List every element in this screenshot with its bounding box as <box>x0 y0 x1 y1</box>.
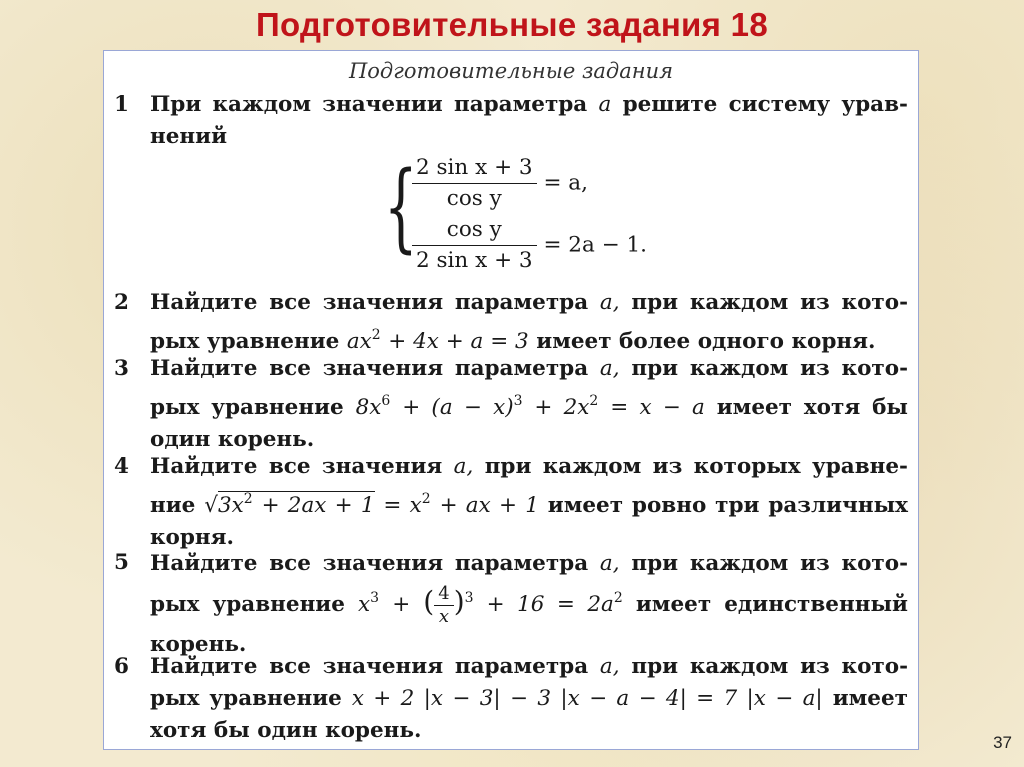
task-5 <box>114 547 908 662</box>
task-text: Найдите все значения параметра a, при каждом из кото-рых уравнение $x^3$ + ( $\frac{4}{x}$ )$^3 + 16 = 2a^2$ имеет единственный корень. <box>150 551 908 657</box>
task-sheet <box>103 50 919 750</box>
task-text: Найдите все значения параметра a, при каждом из кото-рых уравнение $ax^2 + 4x + a = 3$ имеет более одного корня. <box>150 290 908 354</box>
system-equation-1: $\frac{\text{2 sin x + 3}}{\text{cos y}}$ = a, <box>412 153 588 214</box>
system-equation-2: $\frac{\text{cos y}}{\text{2 sin x + 3}}$ = 2a − 1. <box>412 215 647 276</box>
task-3 <box>114 353 908 456</box>
task-number: 4 <box>114 454 129 479</box>
task-4 <box>114 451 908 554</box>
task-number: 2 <box>114 290 129 315</box>
sheet-heading: Подготовительные задания <box>348 59 674 83</box>
task-text: Найдите все значения a, при каждом из которых уравне-ние $√3x^2 + 2ax + 1 = x^2$ + ax + 1 имеет ровно три различных корня. <box>150 454 908 550</box>
task-text: Найдите все значения параметра a, при каждом из кото-рых уравнение x + 2 |x − 3| − 3 |x − a − 4| = 7 |x − a| имеет хотя бы один корень. <box>150 654 908 743</box>
task-text: При каждом значении параметра a решите систему урав-нений <box>150 92 908 149</box>
task-6 <box>114 651 908 747</box>
task-1 <box>114 89 908 273</box>
page-number: 37 <box>993 733 1012 752</box>
task-number: 5 <box>114 550 129 575</box>
slide-title: Подготовительные задания 18 <box>256 6 768 43</box>
task-number: 3 <box>114 356 129 381</box>
task-number: 1 <box>114 92 129 117</box>
task-number: 6 <box>114 654 129 679</box>
sqrt-sign: √ <box>204 493 218 518</box>
task-text: Найдите все значения параметра a, при каждом из кото-рых уравнение $8x^6 + (a - x)^3 + 2x^2 = x - a$ имеет хотя бы один корень. <box>150 356 908 452</box>
task-2 <box>114 287 908 358</box>
system-brace: { <box>384 151 418 263</box>
